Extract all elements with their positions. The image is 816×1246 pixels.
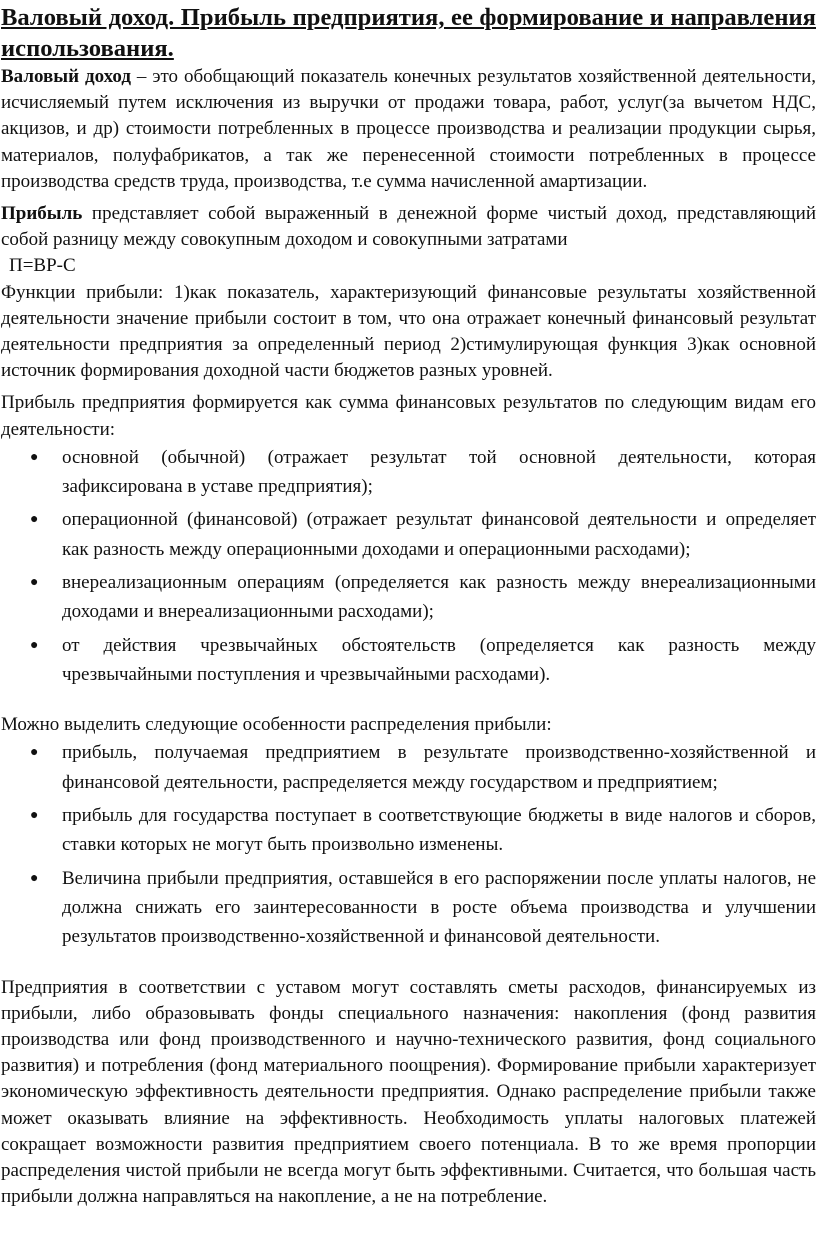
list-item bbox=[1, 505, 816, 564]
formation-list bbox=[1, 443, 816, 689]
profit-term: Прибыль bbox=[1, 203, 83, 225]
spacer bbox=[1, 956, 816, 975]
profit-text: представляет собой выраженный в денежной форме чистый доход, представляющий собой разницу между совокупным доходом и совокупными затратами bbox=[1, 203, 816, 251]
list-item-text: прибыль для государства поступает в соответствующие бюджеты в виде налогов и сборов, ставки которых не могут быть произвольно изменены. bbox=[62, 805, 816, 856]
spacer bbox=[1, 693, 816, 712]
list-item-text: операционной (финансовой) (отражает результат финансовой деятельности и определяет как разность между операционными доходами и операционными расходами); bbox=[62, 509, 816, 560]
bullet-icon: ● bbox=[30, 870, 39, 886]
bullet-icon: ● bbox=[30, 512, 39, 528]
distribution-intro: Можно выделить следующие особенности распределения прибыли: bbox=[1, 714, 552, 736]
bullet-icon: ● bbox=[30, 575, 39, 591]
gross-income-text: – это обобщающий показатель конечных результатов хозяйственной деятельности, исчисляемый путем исключения из выручки от продажи товара, работ, услуг(за вычетом НДС, акцизов, и др) стоимости потребленных в процессе производства и реализации продукции сырья, материалов, полуфабрикатов, а так же перенесенной стоимости потребленных в процессе производства средств труда, производства, т.е сумма начисленной амартизации. bbox=[1, 66, 816, 192]
list-item bbox=[1, 738, 816, 797]
list-item bbox=[1, 443, 816, 502]
profit-formula: П=ВР-С bbox=[9, 255, 76, 277]
formation-intro: Прибыль предприятия формируется как сумма финансовых результатов по следующим видам его деятельности: bbox=[1, 392, 816, 440]
list-item-text: внереализационным операциям (определяется как разность между внереализационными доходами и внереализационными расходами); bbox=[62, 572, 816, 623]
list-item-text: основной (обычной) (отражает результат той основной деятельности, которая зафиксирована в уставе предприятия); bbox=[62, 446, 816, 498]
list-item bbox=[1, 568, 816, 627]
list-item-text: от действия чрезвычайных обстоятельств (определяется как разность между чрезвычайными поступления и чрезвычайными расходами). bbox=[62, 634, 816, 685]
distribution-list bbox=[1, 738, 816, 951]
bullet-icon: ● bbox=[30, 745, 39, 761]
bullet-icon: ● bbox=[30, 449, 39, 465]
gross-income-term: Валовый доход bbox=[1, 66, 131, 87]
closing-paragraph: Предприятия в соответствии с уставом могут составлять сметы расходов, финансируемых из прибыли, либо образовывать фонды специального назначения: накопления (фонд развития производства или фонд производственного и научно-технического развития, фонд социального развития) и потребления (фонд материального поощрения). Формирование прибыли характеризует экономическую эффективность деятельности предприятия. Однако распределение прибыли также может оказывать влияние на эффективность. Необходимость уплаты налоговых платежей сокращает возможности развития предприятием своего потенциала. В то же время пропорции распределения чистой прибыли не всегда могут быть эффективными. Считается, что большая часть прибыли должна направляться на накопление, а не на потребление. bbox=[1, 976, 816, 1208]
list-item bbox=[1, 801, 816, 860]
profit-paragraph bbox=[1, 201, 816, 253]
gross-income-paragraph bbox=[1, 64, 816, 195]
functions-paragraph: Функции прибыли: 1)как показатель, характеризующий финансовые результаты хозяйственной деятельности значение прибыли состоит в том, что она отражает конечный финансовый результат деятельности предприятия за определенный период 2)стимулирующая функция 3)как основной источник формирования доходной части бюджетов разных уровней. bbox=[1, 281, 816, 382]
list-item bbox=[1, 631, 816, 690]
bullet-icon: ● bbox=[30, 808, 39, 824]
list-item-text: прибыль, получаемая предприятием в результате производственно-хозяйственной и финансовой деятельности, распределяется между государством и предприятием; bbox=[62, 742, 816, 793]
list-item-text: Величина прибыли предприятия, оставшейся в его распоряжении после уплаты налогов, не должна снижать его заинтересованности в росте объема производства и улучшении результатов производственно-хозяйственной и финансовой деятельности. bbox=[62, 867, 816, 948]
bullet-icon: ● bbox=[30, 637, 39, 653]
list-item bbox=[1, 864, 816, 952]
page-title: Валовый доход. Прибыль предприятия, ее формирование и направления использования. bbox=[1, 4, 816, 62]
